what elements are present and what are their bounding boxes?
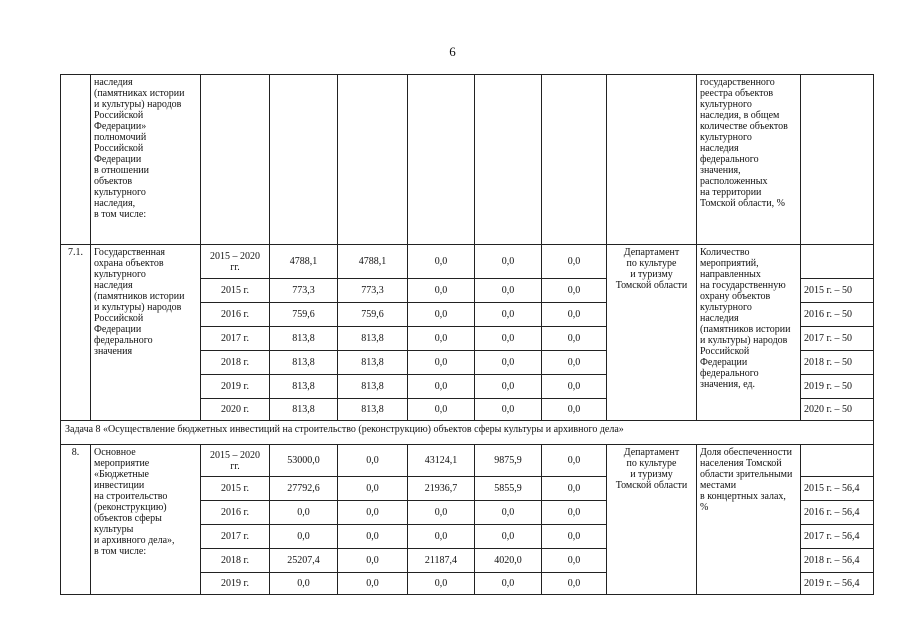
amount-loc: 0,0 bbox=[475, 375, 542, 399]
year-cell: 2015 – 2020 гг. bbox=[201, 445, 270, 477]
amount-reg: 0,0 bbox=[408, 525, 475, 549]
amount-total: 27792,6 bbox=[270, 477, 338, 501]
amount-reg: 0,0 bbox=[408, 245, 475, 279]
amount-total: 773,3 bbox=[270, 279, 338, 303]
target-value: 2017 г. – 56,4 bbox=[801, 525, 874, 549]
indicator-name: государственного реестра объектов культурного наследия, в общем количестве объектов культурного наследия федерального значения, расположенных на территории Томской области, % bbox=[697, 75, 801, 245]
target-value: 2018 г. – 56,4 bbox=[801, 549, 874, 573]
amount-loc: 0,0 bbox=[475, 501, 542, 525]
executor: Департамент по культуре и туризму Томской области bbox=[607, 445, 697, 595]
amount-fed: 759,6 bbox=[338, 303, 408, 327]
amount-fed: 813,8 bbox=[338, 327, 408, 351]
measure-name: Государственная охрана объектов культурного наследия (памятников истории и культуры) народов Российской Федерации федерального значения bbox=[91, 245, 201, 421]
amount-reg: 0,0 bbox=[408, 351, 475, 375]
task-heading: Задача 8 «Осуществление бюджетных инвестиций на строительство (реконструкцию) объектов сферы культуры и архивного дела» bbox=[61, 421, 874, 445]
amount-reg: 43124,1 bbox=[408, 445, 475, 477]
amount-fed: 813,8 bbox=[338, 351, 408, 375]
year-cell: 2017 г. bbox=[201, 327, 270, 351]
target-value bbox=[801, 445, 874, 477]
year-cell: 2015 г. bbox=[201, 477, 270, 501]
amount-fed: 0,0 bbox=[338, 525, 408, 549]
target-value: 2020 г. – 50 bbox=[801, 399, 874, 421]
year-cell: 2018 г. bbox=[201, 351, 270, 375]
amount-fed: 0,0 bbox=[338, 445, 408, 477]
amount-total: 813,8 bbox=[270, 351, 338, 375]
amount-total: 813,8 bbox=[270, 327, 338, 351]
year-cell: 2016 г. bbox=[201, 303, 270, 327]
target-value: 2016 г. – 50 bbox=[801, 303, 874, 327]
amount-loc: 4020,0 bbox=[475, 549, 542, 573]
amount-ext: 0,0 bbox=[542, 351, 607, 375]
executor: Департамент по культуре и туризму Томской области bbox=[607, 245, 697, 421]
amount-reg: 0,0 bbox=[408, 375, 475, 399]
year-cell: 2016 г. bbox=[201, 501, 270, 525]
target-value bbox=[801, 245, 874, 279]
amount-fed: 0,0 bbox=[338, 501, 408, 525]
amount-total: 813,8 bbox=[270, 375, 338, 399]
year-cell: 2019 г. bbox=[201, 375, 270, 399]
year-cell: 2017 г. bbox=[201, 525, 270, 549]
amount-loc: 5855,9 bbox=[475, 477, 542, 501]
program-table bbox=[60, 74, 874, 595]
amount-ext: 0,0 bbox=[542, 573, 607, 595]
amount-ext: 0,0 bbox=[542, 279, 607, 303]
amount-reg: 0,0 bbox=[408, 279, 475, 303]
page-number: 6 bbox=[449, 44, 456, 59]
table-row bbox=[61, 245, 874, 279]
amount-ext: 0,0 bbox=[542, 375, 607, 399]
amount-ext: 0,0 bbox=[542, 303, 607, 327]
amount-loc: 0,0 bbox=[475, 303, 542, 327]
amount-ext: 0,0 bbox=[542, 399, 607, 421]
amount-fed: 0,0 bbox=[338, 549, 408, 573]
amount-total: 813,8 bbox=[270, 399, 338, 421]
amount-reg: 0,0 bbox=[408, 303, 475, 327]
target-value: 2015 г. – 50 bbox=[801, 279, 874, 303]
amount-total: 0,0 bbox=[270, 501, 338, 525]
target-value: 2015 г. – 56,4 bbox=[801, 477, 874, 501]
target-value: 2019 г. – 56,4 bbox=[801, 573, 874, 595]
target-value: 2019 г. – 50 bbox=[801, 375, 874, 399]
amount-total: 0,0 bbox=[270, 573, 338, 595]
amount-reg: 0,0 bbox=[408, 573, 475, 595]
amount-fed: 0,0 bbox=[338, 573, 408, 595]
indicator-name: Доля обеспеченности населения Томской области зрительными местами в концертных залах, % bbox=[697, 445, 801, 595]
year-cell: 2020 г. bbox=[201, 399, 270, 421]
amount-fed: 773,3 bbox=[338, 279, 408, 303]
amount-reg: 0,0 bbox=[408, 501, 475, 525]
measure-name: Основное мероприятие «Бюджетные инвестиции на строительство (реконструкцию) объектов сферы культуры и архивного дела», в том числе: bbox=[91, 445, 201, 595]
year-cell: 2015 – 2020 гг. bbox=[201, 245, 270, 279]
amount-loc: 0,0 bbox=[475, 399, 542, 421]
amount-ext: 0,0 bbox=[542, 445, 607, 477]
table-row bbox=[61, 445, 874, 477]
amount-loc: 0,0 bbox=[475, 327, 542, 351]
amount-ext: 0,0 bbox=[542, 501, 607, 525]
amount-fed: 4788,1 bbox=[338, 245, 408, 279]
amount-reg: 21187,4 bbox=[408, 549, 475, 573]
amount-fed: 0,0 bbox=[338, 477, 408, 501]
continuation-row bbox=[61, 75, 874, 245]
year-cell: 2019 г. bbox=[201, 573, 270, 595]
amount-reg: 0,0 bbox=[408, 399, 475, 421]
amount-loc: 0,0 bbox=[475, 525, 542, 549]
amount-reg: 21936,7 bbox=[408, 477, 475, 501]
target-value: 2018 г. – 50 bbox=[801, 351, 874, 375]
row-number: 7.1. bbox=[61, 245, 91, 421]
amount-ext: 0,0 bbox=[542, 525, 607, 549]
amount-fed: 813,8 bbox=[338, 399, 408, 421]
task-row bbox=[61, 421, 874, 445]
amount-ext: 0,0 bbox=[542, 245, 607, 279]
amount-loc: 0,0 bbox=[475, 245, 542, 279]
amount-total: 0,0 bbox=[270, 525, 338, 549]
amount-ext: 0,0 bbox=[542, 327, 607, 351]
amount-total: 759,6 bbox=[270, 303, 338, 327]
amount-total: 53000,0 bbox=[270, 445, 338, 477]
year-cell: 2018 г. bbox=[201, 549, 270, 573]
amount-total: 25207,4 bbox=[270, 549, 338, 573]
row-number: 8. bbox=[61, 445, 91, 595]
indicator-name: Количество мероприятий, направленных на государственную охрану объектов культурного наследия (памятников истории и культуры) народов Российской Федерации федерального значения, ед. bbox=[697, 245, 801, 421]
amount-loc: 0,0 bbox=[475, 573, 542, 595]
amount-loc: 0,0 bbox=[475, 351, 542, 375]
target-value: 2016 г. – 56,4 bbox=[801, 501, 874, 525]
amount-reg: 0,0 bbox=[408, 327, 475, 351]
year-cell: 2015 г. bbox=[201, 279, 270, 303]
target-value: 2017 г. – 50 bbox=[801, 327, 874, 351]
amount-loc: 9875,9 bbox=[475, 445, 542, 477]
amount-total: 4788,1 bbox=[270, 245, 338, 279]
measure-name: наследия (памятниках истории и культуры) народов Российской Федерации» полномочий Российской Федерации в отношении объектов культурного наследия, в том числе: bbox=[91, 75, 201, 245]
amount-fed: 813,8 bbox=[338, 375, 408, 399]
amount-ext: 0,0 bbox=[542, 549, 607, 573]
amount-loc: 0,0 bbox=[475, 279, 542, 303]
amount-ext: 0,0 bbox=[542, 477, 607, 501]
